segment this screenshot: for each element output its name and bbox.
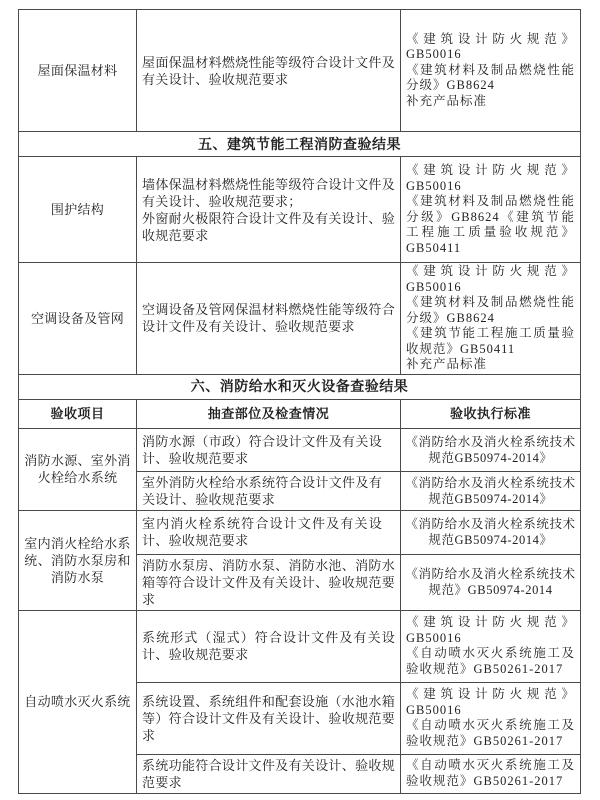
- standard-line: 《自动喷水灭火系统施工及验收规范》GB50261-2017: [406, 646, 575, 676]
- standard-line: 《建筑材料及制品燃烧性能分级》GB8624: [406, 295, 575, 325]
- column-header-standard: 验收执行标准: [401, 399, 581, 428]
- check-cell: 系统形式（湿式）符合设计文件及有关设计、验收规范要求: [137, 610, 401, 682]
- check-text: 外窗耐火极限符合设计文件及有关设计、验收规范要求: [142, 210, 395, 243]
- standard-line: 《建筑设计防火规范》GB50016: [406, 264, 575, 294]
- check-cell: [137, 157, 401, 263]
- check-cell: [137, 263, 401, 375]
- standard-cell: [401, 263, 581, 375]
- column-header-row: [19, 399, 581, 428]
- check-cell: 系统设置、系统组件和配套设施（水池水箱等）符合设计文件及有关设计、验收规范要求: [137, 682, 401, 754]
- standard-cell: [401, 682, 581, 754]
- check-cell: [137, 10, 401, 132]
- standard-line: 《消防给水及消火栓系统技术规范GB50974-2014》: [405, 517, 576, 547]
- table-row: [19, 263, 581, 375]
- table-row: [19, 610, 581, 682]
- standard-cell: [401, 554, 581, 610]
- column-header-item: 验收项目: [19, 399, 137, 428]
- check-cell: 消防水泵房、消防水泵、消防水池、消防水箱等符合设计文件及有关设计、验收规范要求: [137, 554, 401, 610]
- section-row: [19, 374, 581, 399]
- table-row: [19, 157, 581, 263]
- item-cell: 消防水源、室外消火栓给水系统: [19, 428, 137, 510]
- table-row: [19, 510, 581, 554]
- column-header-check: 抽查部位及检查情况: [137, 399, 401, 428]
- item-cell: 室内消火栓给水系统、消防水泵房和消防水泵: [19, 510, 137, 610]
- check-text: 墙体保温材料燃烧性能等级符合设计文件及有关设计、验收规范要求；: [142, 176, 395, 209]
- section-row: [19, 132, 581, 157]
- standard-line: 补充产品标准: [406, 357, 488, 371]
- item-cell: 自动喷水灭火系统: [19, 610, 137, 793]
- standard-line: 补充产品标准: [406, 93, 488, 108]
- standard-cell: [401, 10, 581, 132]
- standard-line: 《建筑设计防火规范》GB50016: [406, 615, 575, 645]
- item-cell: 空调设备及管网: [19, 263, 137, 375]
- standard-line: 《建筑设计防火规范》GB50016: [406, 163, 575, 193]
- check-cell: 系统功能符合设计文件及有关设计、验收规范要求: [137, 754, 401, 793]
- check-text: 空调设备及管网保温材料燃烧性能等级符合设计文件及有关设计、验收规范要求: [142, 302, 395, 335]
- standard-line: 《建筑材料及制品燃烧性能分级》GB8624: [406, 62, 575, 93]
- acceptance-table: [18, 9, 581, 794]
- standard-line: 《消防给水及消火栓系统技术规范GB50974-2014》: [405, 475, 576, 506]
- standard-cell: [401, 754, 581, 793]
- standard-cell: [401, 157, 581, 263]
- standard-line: 《自动喷水灭火系统施工及验收规范》GB50261-2017: [406, 718, 575, 748]
- check-text: 屋面保温材料燃烧性能等级符合设计文件及有关设计、验收规范要求: [142, 54, 395, 87]
- standard-line: 《建筑设计防火规范》GB50016: [406, 31, 575, 62]
- standard-line: 《自动喷水灭火系统施工及验收规范》GB50261-2017: [406, 758, 575, 788]
- standard-line: 《消防给水及消火栓系统技术规范GB50974-2014》: [405, 434, 576, 465]
- standard-cell: [401, 428, 581, 471]
- standard-cell: [401, 510, 581, 554]
- check-cell: 室外消防火栓给水系统符合设计文件及有关设计、验收规范要求: [137, 471, 401, 510]
- standard-line: 《消防给水及消火栓系统技术规范》GB50974-2014: [405, 567, 576, 597]
- table-row: [19, 10, 581, 132]
- table-row: [19, 428, 581, 471]
- item-cell: 屋面保温材料: [19, 10, 137, 132]
- item-cell: 围护结构: [19, 157, 137, 263]
- check-cell: 消防水源（市政）符合设计文件及有关设计、验收规范要求: [137, 428, 401, 471]
- section5-title: 五、建筑节能工程消防查验结果: [19, 132, 581, 157]
- section6-title: 六、消防给水和灭火设备查验结果: [19, 374, 581, 399]
- standard-cell: [401, 471, 581, 510]
- standard-line: 《建筑节能工程施工质量验收规范》GB50411: [406, 326, 575, 356]
- check-cell: 室内消火栓系统符合设计文件及有关设计、验收规范要求: [137, 510, 401, 554]
- standard-line: 《建筑材料及制品燃烧性能分级》GB8624《建筑节能工程施工质量验收规范》GB50411: [406, 194, 575, 255]
- standard-cell: [401, 610, 581, 682]
- standard-line: 《建筑设计防火规范》GB50016: [406, 687, 575, 717]
